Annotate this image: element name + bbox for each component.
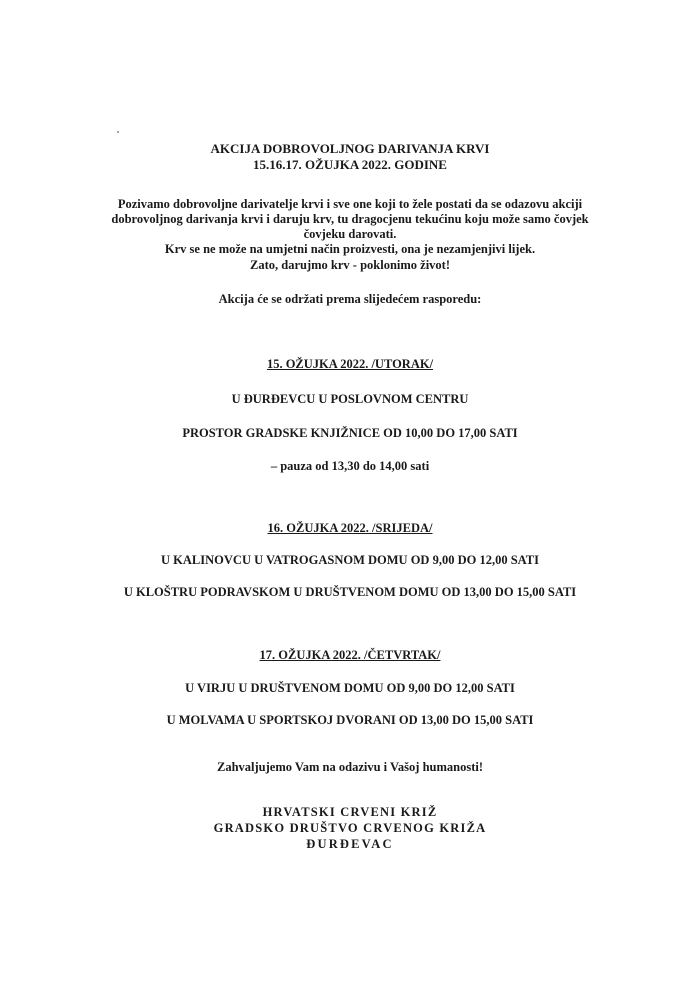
day-1-time: PROSTOR GRADSKE KNJIŽNICE OD 10,00 DO 17,00 SATI [182, 426, 518, 440]
intro-line-4: Krv se ne može na umjetni način proizvesti, ona je nezamjenjivi lijek. [164, 242, 536, 256]
thanks-note: Zahvaljujemo Vam na odazivu i Vašoj humanosti! [216, 760, 484, 774]
day-2-location-2: U KLOŠTRU PODRAVSKOM U DRUŠTVENOM DOMU OD 13,00 DO 15,00 SATI [123, 585, 577, 599]
day-2-date: 16. OŽUJKA 2022. /SRIJEDA/ [267, 521, 433, 535]
intro-line-2: dobrovoljnog darivanja krvi i daruju krv, tu dragocjenu tekućinu koju može samo čovjek [111, 212, 589, 226]
intro-line-1: Pozivamo dobrovoljne darivatelje krvi i sve one koji to žele postati da se odazovu akciji [117, 197, 583, 211]
day-3-location-2: U MOLVAMA U SPORTSKOJ DVORANI OD 13,00 DO 15,00 SATI [166, 713, 534, 727]
day-3-date: 17. OŽUJKA 2022. /ČETVRTAK/ [259, 648, 441, 662]
organization-branch: GRADSKO DRUŠTVO CRVENOG KRIŽA [213, 821, 487, 835]
document-title: AKCIJA DOBROVOLJNOG DARIVANJA KRVI [210, 141, 490, 156]
intro-line-5: Zato, darujmo krv - poklonimo život! [250, 258, 450, 272]
organization-city: ĐURĐEVAC [306, 837, 394, 851]
intro-line-3: čovjeku darovati. [303, 227, 397, 241]
schedule-intro: Akcija će se održati prema slijedećem rasporedu: [218, 292, 482, 306]
scan-speck [117, 131, 119, 133]
day-1-location: U ĐURĐEVCU U POSLOVNOM CENTRU [231, 392, 469, 406]
document-subtitle-dates: 15.16.17. OŽUJKA 2022. GODINE [253, 157, 447, 172]
day-2-location-1: U KALINOVCU U VATROGASNOM DOMU OD 9,00 DO 12,00 SATI [161, 553, 539, 567]
day-1-date: 15. OŽUJKA 2022. /UTORAK/ [266, 357, 434, 371]
day-1-break: – pauza od 13,30 do 14,00 sati [270, 459, 430, 473]
organization-name: HRVATSKI CRVENI KRIŽ [262, 805, 438, 819]
day-3-location-1: U VIRJU U DRUŠTVENOM DOMU OD 9,00 DO 12,00 SATI [185, 681, 515, 695]
